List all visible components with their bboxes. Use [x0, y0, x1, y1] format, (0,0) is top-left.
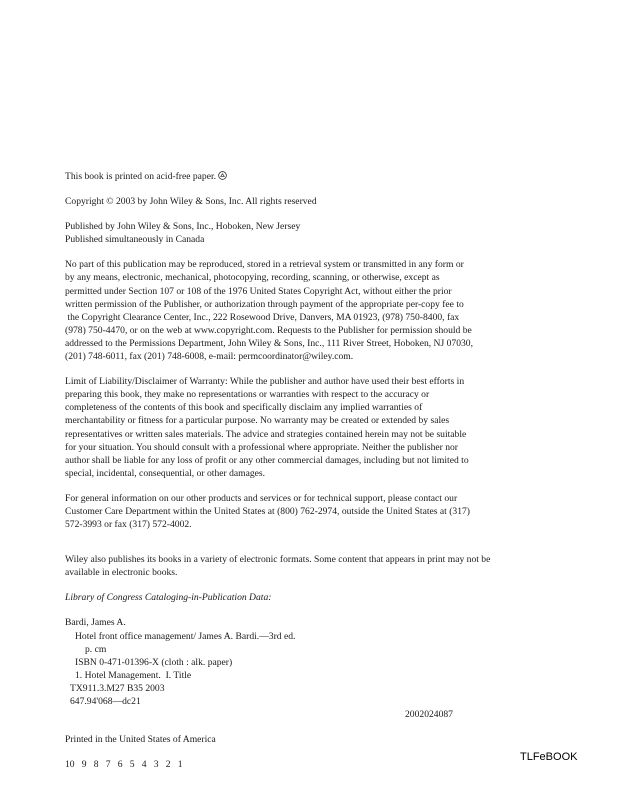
electronic-line: available in electronic books. — [65, 567, 178, 579]
copyright-page — [65, 170, 495, 771]
rights-line: (978) 750-4470, or on the web at www.copyright.com. Requests to the Publisher for permission should be — [65, 324, 472, 336]
printed-in: Printed in the United States of America — [65, 734, 216, 746]
cip-ddc: 647.94'068—dc21 — [70, 696, 141, 707]
copyright-line: Copyright © 2003 by John Wiley & Sons, Inc. All rights reserved — [65, 196, 317, 208]
rights-line: the Copyright Clearance Center, Inc., 222 Rosewood Drive, Danvers, MA 01923, (978) 750-8400, fax — [65, 311, 460, 323]
cip-heading: Library of Congress Cataloging-in-Publication Data: — [65, 592, 272, 604]
published-line-1: Published by John Wiley & Sons, Inc., Hoboken, New Jersey — [65, 221, 301, 233]
cip-pages: p. cm — [85, 643, 107, 655]
cip-isbn: ISBN 0-471-01396-X (cloth : alk. paper) — [75, 656, 233, 668]
cip-lcc: TX911.3.M27 B35 2003 — [70, 682, 165, 694]
info-line: For general information on our other products and services or for technical support, please contact our — [65, 492, 458, 504]
rights-line: by any means, electronic, mechanical, photocopying, recording, scanning, or otherwise, except as — [65, 272, 440, 284]
liability-line: for your situation. You should consult with a professional where appropriate. Neither the publisher nor — [65, 441, 459, 453]
liability-line: representatives or written sales materials. The advice and strategies contained herein may not be suitable — [65, 428, 467, 440]
info-line: 572-3993 or fax (317) 572-4002. — [65, 519, 192, 531]
liability-line: Limit of Liability/Disclaimer of Warranty: While the publisher and author have used their best efforts in — [65, 376, 465, 388]
cip-block — [65, 616, 495, 721]
acid-free-notice — [65, 170, 495, 183]
liability-line: completeness of the contents of this book and specifically disclaim any implied warranties of — [65, 402, 423, 414]
electronic-paragraph — [65, 553, 495, 579]
liability-line: author shall be liable for any loss of profit or any other commercial damages, including but not limited to — [65, 454, 469, 466]
cip-author: Bardi, James A. — [65, 617, 126, 629]
rights-line: permitted under Section 107 or 108 of the 1976 United States Copyright Act, without either the prior — [65, 285, 452, 297]
info-paragraph — [65, 492, 495, 531]
rights-line: written permission of the Publisher, or authorization through payment of the appropriate per-copy fee to — [65, 298, 464, 310]
liability-line: merchantability or fitness for a particular purpose. No warranty may be created or extended by sales — [65, 415, 450, 427]
watermark-label: TLFeBOOK — [520, 751, 578, 763]
cip-number: 2002024087 — [405, 709, 453, 721]
cip-title: Hotel front office management/ James A. Bardi.—3rd ed. — [75, 630, 296, 642]
print-line: 10 9 8 7 6 5 4 3 2 1 — [65, 759, 183, 771]
published-line-2: Published simultaneously in Canada — [65, 234, 205, 246]
liability-paragraph — [65, 375, 495, 480]
cip-subject: 1. Hotel Management. I. Title — [75, 669, 192, 681]
electronic-line: Wiley also publishes its books in a variety of electronic formats. Some content that appears in print may not be — [65, 554, 491, 566]
rights-paragraph — [65, 258, 495, 363]
liability-line: preparing this book, they make no representations or warranties with respect to the accuracy or — [65, 389, 430, 401]
rights-line: (201) 748-6011, fax (201) 748-6008, e-mail: permcoordinator@wiley.com. — [65, 351, 354, 363]
liability-line: special, incidental, consequential, or other damages. — [65, 467, 266, 479]
recycle-icon — [218, 171, 227, 180]
rights-line: addressed to the Permissions Department, John Wiley & Sons, Inc., 111 River Street, Hoboken, NJ 07030, — [65, 337, 474, 349]
acid-free-text: This book is printed on acid-free paper. — [65, 171, 217, 182]
info-line: Customer Care Department within the United States at (800) 762-2974, outside the United States at (317) — [65, 505, 470, 517]
rights-line: No part of this publication may be reproduced, stored in a retrieval system or transmitted in any form or — [65, 259, 464, 271]
